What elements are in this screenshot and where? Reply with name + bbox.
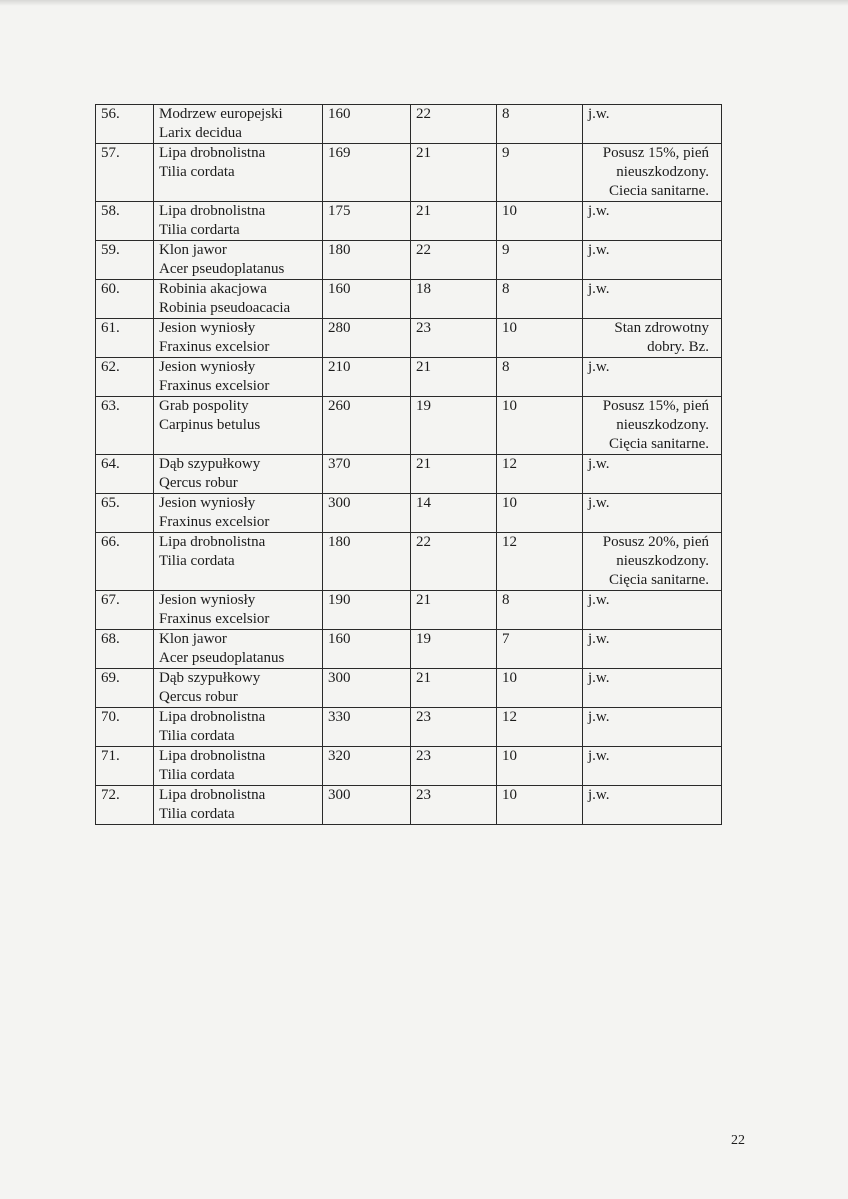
species-name-latin: Fraxinus excelsior bbox=[159, 378, 270, 394]
crown-cell bbox=[497, 241, 583, 280]
remarks-line: nieuszkodzony. bbox=[616, 553, 709, 569]
species-cell bbox=[154, 591, 323, 630]
row-number: 67. bbox=[101, 592, 120, 608]
species-name-latin: Qercus robur bbox=[159, 689, 238, 705]
height-value: 21 bbox=[416, 670, 431, 686]
remarks-line: Posusz 20%, pień bbox=[602, 534, 709, 550]
crown-cell bbox=[497, 202, 583, 241]
table-row bbox=[96, 241, 722, 280]
circumference-cell bbox=[323, 494, 411, 533]
circumference-cell bbox=[323, 144, 411, 202]
row-number: 62. bbox=[101, 359, 120, 375]
row-number: 71. bbox=[101, 748, 120, 764]
height-value: 23 bbox=[416, 748, 431, 764]
circumference-cell bbox=[323, 319, 411, 358]
height-cell bbox=[411, 455, 497, 494]
circumference-value: 300 bbox=[328, 787, 351, 803]
species-name-latin: Fraxinus excelsior bbox=[159, 339, 270, 355]
height-cell bbox=[411, 397, 497, 455]
height-cell bbox=[411, 747, 497, 786]
remarks-cell bbox=[583, 105, 722, 144]
row-number-cell bbox=[96, 630, 154, 669]
species-cell bbox=[154, 280, 323, 319]
crown-value: 9 bbox=[502, 242, 510, 258]
species-name-latin: Carpinus betulus bbox=[159, 417, 261, 433]
row-number-cell bbox=[96, 358, 154, 397]
remarks-cell bbox=[583, 319, 722, 358]
species-name-latin: Larix decidua bbox=[159, 125, 242, 141]
table-row bbox=[96, 397, 722, 455]
species-name-polish: Lipa drobnolistna bbox=[159, 709, 266, 725]
height-value: 22 bbox=[416, 242, 431, 258]
height-value: 19 bbox=[416, 631, 431, 647]
circumference-value: 370 bbox=[328, 456, 351, 472]
crown-cell bbox=[497, 630, 583, 669]
circumference-cell bbox=[323, 105, 411, 144]
row-number: 65. bbox=[101, 495, 120, 511]
remarks-line: j.w. bbox=[588, 748, 610, 764]
height-value: 19 bbox=[416, 398, 431, 414]
height-cell bbox=[411, 708, 497, 747]
row-number-cell bbox=[96, 533, 154, 591]
circumference-value: 300 bbox=[328, 495, 351, 511]
row-number: 61. bbox=[101, 320, 120, 336]
crown-value: 8 bbox=[502, 359, 510, 375]
species-name-polish: Lipa drobnolistna bbox=[159, 145, 266, 161]
species-name-polish: Jesion wyniosły bbox=[159, 359, 256, 375]
height-cell bbox=[411, 144, 497, 202]
table-row bbox=[96, 591, 722, 630]
circumference-cell bbox=[323, 241, 411, 280]
species-name-polish: Lipa drobnolistna bbox=[159, 534, 266, 550]
remarks-line: j.w. bbox=[588, 359, 610, 375]
remarks-line: Stan zdrowotny bbox=[614, 320, 709, 336]
crown-cell bbox=[497, 747, 583, 786]
species-cell bbox=[154, 358, 323, 397]
height-value: 21 bbox=[416, 592, 431, 608]
table-row bbox=[96, 786, 722, 825]
row-number: 66. bbox=[101, 534, 120, 550]
circumference-value: 210 bbox=[328, 359, 351, 375]
row-number-cell bbox=[96, 455, 154, 494]
species-name-latin: Tilia cordarta bbox=[159, 222, 240, 238]
row-number-cell bbox=[96, 319, 154, 358]
crown-value: 8 bbox=[502, 281, 510, 297]
species-name-polish: Modrzew europejski bbox=[159, 106, 283, 122]
species-name-latin: Tilia cordata bbox=[159, 728, 235, 744]
row-number: 58. bbox=[101, 203, 120, 219]
remarks-line: j.w. bbox=[588, 787, 610, 803]
species-cell bbox=[154, 202, 323, 241]
species-name-polish: Klon jawor bbox=[159, 631, 227, 647]
species-name-latin: Tilia cordata bbox=[159, 553, 235, 569]
row-number-cell bbox=[96, 397, 154, 455]
circumference-value: 260 bbox=[328, 398, 351, 414]
remarks-line: j.w. bbox=[588, 242, 610, 258]
circumference-cell bbox=[323, 280, 411, 319]
species-name-latin: Robinia pseudoacacia bbox=[159, 300, 291, 316]
remarks-cell bbox=[583, 494, 722, 533]
page-number: 22 bbox=[731, 1133, 745, 1148]
crown-value: 10 bbox=[502, 748, 517, 764]
species-name-polish: Grab pospolity bbox=[159, 398, 249, 414]
circumference-value: 180 bbox=[328, 534, 351, 550]
crown-value: 10 bbox=[502, 398, 517, 414]
remarks-cell bbox=[583, 708, 722, 747]
row-number-cell bbox=[96, 669, 154, 708]
remarks-cell bbox=[583, 280, 722, 319]
scan-edge-shadow bbox=[0, 0, 848, 6]
height-cell bbox=[411, 280, 497, 319]
remarks-cell bbox=[583, 786, 722, 825]
row-number: 63. bbox=[101, 398, 120, 414]
height-cell bbox=[411, 494, 497, 533]
crown-value: 10 bbox=[502, 787, 517, 803]
species-name-polish: Jesion wyniosły bbox=[159, 495, 256, 511]
height-value: 23 bbox=[416, 320, 431, 336]
height-cell bbox=[411, 669, 497, 708]
row-number: 69. bbox=[101, 670, 120, 686]
remarks-line: j.w. bbox=[588, 203, 610, 219]
species-name-latin: Tilia cordata bbox=[159, 806, 235, 822]
species-name-polish: Jesion wyniosły bbox=[159, 320, 256, 336]
row-number-cell bbox=[96, 591, 154, 630]
crown-value: 7 bbox=[502, 631, 510, 647]
circumference-value: 320 bbox=[328, 748, 351, 764]
row-number-cell bbox=[96, 747, 154, 786]
remarks-line: j.w. bbox=[588, 106, 610, 122]
species-cell bbox=[154, 241, 323, 280]
circumference-cell bbox=[323, 358, 411, 397]
row-number: 57. bbox=[101, 145, 120, 161]
table-row bbox=[96, 630, 722, 669]
remarks-cell bbox=[583, 591, 722, 630]
crown-cell bbox=[497, 533, 583, 591]
height-value: 18 bbox=[416, 281, 431, 297]
remarks-cell bbox=[583, 241, 722, 280]
row-number-cell bbox=[96, 708, 154, 747]
remarks-line: j.w. bbox=[588, 709, 610, 725]
circumference-cell bbox=[323, 786, 411, 825]
remarks-line: j.w. bbox=[588, 281, 610, 297]
remarks-cell bbox=[583, 630, 722, 669]
table-row bbox=[96, 358, 722, 397]
circumference-value: 175 bbox=[328, 203, 351, 219]
species-name-latin: Fraxinus excelsior bbox=[159, 611, 270, 627]
circumference-value: 160 bbox=[328, 106, 351, 122]
remarks-line: Cięcia sanitarne. bbox=[609, 572, 709, 588]
table-row bbox=[96, 202, 722, 241]
circumference-value: 160 bbox=[328, 281, 351, 297]
crown-value: 10 bbox=[502, 203, 517, 219]
remarks-line: Posusz 15%, pień bbox=[602, 145, 709, 161]
crown-cell bbox=[497, 319, 583, 358]
remarks-line: j.w. bbox=[588, 631, 610, 647]
species-cell bbox=[154, 397, 323, 455]
crown-value: 9 bbox=[502, 145, 510, 161]
circumference-value: 160 bbox=[328, 631, 351, 647]
table-row bbox=[96, 669, 722, 708]
circumference-value: 169 bbox=[328, 145, 351, 161]
crown-cell bbox=[497, 144, 583, 202]
crown-value: 8 bbox=[502, 592, 510, 608]
row-number: 64. bbox=[101, 456, 120, 472]
species-cell bbox=[154, 494, 323, 533]
species-cell bbox=[154, 708, 323, 747]
species-cell bbox=[154, 319, 323, 358]
row-number: 68. bbox=[101, 631, 120, 647]
crown-cell bbox=[497, 105, 583, 144]
species-name-polish: Dąb szypułkowy bbox=[159, 670, 261, 686]
remarks-line: Cięcia sanitarne. bbox=[609, 436, 709, 452]
table-row bbox=[96, 144, 722, 202]
remarks-cell bbox=[583, 747, 722, 786]
table-row bbox=[96, 747, 722, 786]
height-cell bbox=[411, 202, 497, 241]
height-value: 21 bbox=[416, 456, 431, 472]
remarks-cell bbox=[583, 533, 722, 591]
circumference-cell bbox=[323, 708, 411, 747]
remarks-line: j.w. bbox=[588, 670, 610, 686]
remarks-line: j.w. bbox=[588, 495, 610, 511]
remarks-line: dobry. Bz. bbox=[647, 339, 709, 355]
species-cell bbox=[154, 144, 323, 202]
crown-value: 10 bbox=[502, 670, 517, 686]
species-cell bbox=[154, 630, 323, 669]
crown-cell bbox=[497, 397, 583, 455]
circumference-cell bbox=[323, 455, 411, 494]
circumference-cell bbox=[323, 591, 411, 630]
remarks-line: Ciecia sanitarne. bbox=[609, 183, 709, 199]
circumference-cell bbox=[323, 397, 411, 455]
remarks-line: nieuszkodzony. bbox=[616, 164, 709, 180]
circumference-value: 330 bbox=[328, 709, 351, 725]
species-name-polish: Robinia akacjowa bbox=[159, 281, 267, 297]
height-cell bbox=[411, 319, 497, 358]
crown-value: 10 bbox=[502, 495, 517, 511]
row-number: 60. bbox=[101, 281, 120, 297]
table-row bbox=[96, 533, 722, 591]
row-number: 72. bbox=[101, 787, 120, 803]
species-name-polish: Jesion wyniosły bbox=[159, 592, 256, 608]
table-row bbox=[96, 319, 722, 358]
circumference-cell bbox=[323, 533, 411, 591]
species-cell bbox=[154, 455, 323, 494]
crown-cell bbox=[497, 669, 583, 708]
circumference-cell bbox=[323, 630, 411, 669]
circumference-cell bbox=[323, 202, 411, 241]
row-number-cell bbox=[96, 786, 154, 825]
row-number: 70. bbox=[101, 709, 120, 725]
crown-cell bbox=[497, 591, 583, 630]
species-name-latin: Acer pseudoplatanus bbox=[159, 650, 285, 666]
crown-value: 12 bbox=[502, 456, 517, 472]
tree-inventory-table bbox=[95, 104, 722, 825]
circumference-value: 180 bbox=[328, 242, 351, 258]
table-row bbox=[96, 105, 722, 144]
height-value: 22 bbox=[416, 106, 431, 122]
species-name-latin: Fraxinus excelsior bbox=[159, 514, 270, 530]
height-cell bbox=[411, 786, 497, 825]
height-value: 21 bbox=[416, 145, 431, 161]
species-name-polish: Klon jawor bbox=[159, 242, 227, 258]
crown-cell bbox=[497, 280, 583, 319]
crown-value: 12 bbox=[502, 709, 517, 725]
row-number-cell bbox=[96, 280, 154, 319]
table-row bbox=[96, 455, 722, 494]
height-value: 23 bbox=[416, 787, 431, 803]
row-number-cell bbox=[96, 202, 154, 241]
table-row bbox=[96, 708, 722, 747]
species-cell bbox=[154, 533, 323, 591]
species-cell bbox=[154, 747, 323, 786]
circumference-value: 190 bbox=[328, 592, 351, 608]
remarks-cell bbox=[583, 144, 722, 202]
table-row bbox=[96, 494, 722, 533]
height-value: 22 bbox=[416, 534, 431, 550]
remarks-cell bbox=[583, 669, 722, 708]
species-name-latin: Tilia cordata bbox=[159, 164, 235, 180]
crown-cell bbox=[497, 494, 583, 533]
species-name-latin: Tilia cordata bbox=[159, 767, 235, 783]
height-cell bbox=[411, 533, 497, 591]
species-name-polish: Dąb szypułkowy bbox=[159, 456, 261, 472]
height-cell bbox=[411, 630, 497, 669]
height-cell bbox=[411, 358, 497, 397]
remarks-cell bbox=[583, 358, 722, 397]
height-value: 23 bbox=[416, 709, 431, 725]
height-value: 14 bbox=[416, 495, 431, 511]
height-value: 21 bbox=[416, 359, 431, 375]
row-number-cell bbox=[96, 241, 154, 280]
row-number-cell bbox=[96, 105, 154, 144]
crown-cell bbox=[497, 358, 583, 397]
remarks-cell bbox=[583, 455, 722, 494]
species-cell bbox=[154, 669, 323, 708]
remarks-cell bbox=[583, 397, 722, 455]
height-cell bbox=[411, 241, 497, 280]
circumference-value: 280 bbox=[328, 320, 351, 336]
row-number-cell bbox=[96, 144, 154, 202]
crown-value: 10 bbox=[502, 320, 517, 336]
circumference-value: 300 bbox=[328, 670, 351, 686]
crown-cell bbox=[497, 455, 583, 494]
tree-inventory-table-body bbox=[96, 105, 722, 825]
crown-value: 8 bbox=[502, 106, 510, 122]
remarks-cell bbox=[583, 202, 722, 241]
height-cell bbox=[411, 591, 497, 630]
remarks-line: nieuszkodzony. bbox=[616, 417, 709, 433]
circumference-cell bbox=[323, 669, 411, 708]
species-name-latin: Acer pseudoplatanus bbox=[159, 261, 285, 277]
remarks-line: Posusz 15%, pień bbox=[602, 398, 709, 414]
remarks-line: j.w. bbox=[588, 456, 610, 472]
circumference-cell bbox=[323, 747, 411, 786]
height-cell bbox=[411, 105, 497, 144]
height-value: 21 bbox=[416, 203, 431, 219]
crown-cell bbox=[497, 708, 583, 747]
species-name-polish: Lipa drobnolistna bbox=[159, 203, 266, 219]
species-name-latin: Qercus robur bbox=[159, 475, 238, 491]
species-cell bbox=[154, 786, 323, 825]
species-name-polish: Lipa drobnolistna bbox=[159, 748, 266, 764]
remarks-line: j.w. bbox=[588, 592, 610, 608]
species-cell bbox=[154, 105, 323, 144]
crown-cell bbox=[497, 786, 583, 825]
species-name-polish: Lipa drobnolistna bbox=[159, 787, 266, 803]
row-number-cell bbox=[96, 494, 154, 533]
table-row bbox=[96, 280, 722, 319]
crown-value: 12 bbox=[502, 534, 517, 550]
row-number: 59. bbox=[101, 242, 120, 258]
row-number: 56. bbox=[101, 106, 120, 122]
